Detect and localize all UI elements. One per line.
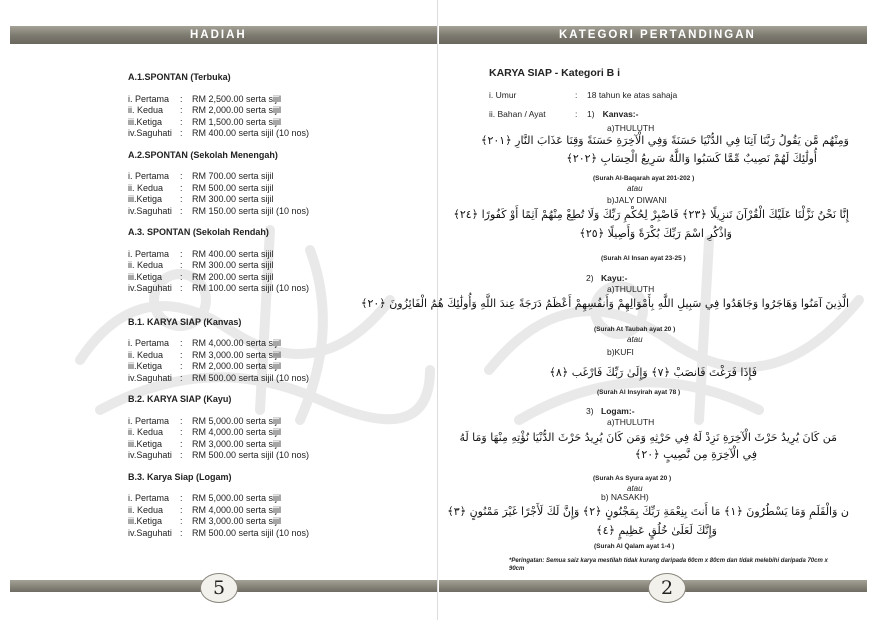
ref-insan: (Surah Al Insan ayat 23-25 ) xyxy=(601,255,686,262)
prize-row xyxy=(128,450,378,462)
prize-amount: RM 400.00 serta sijil xyxy=(192,248,274,259)
prize-list xyxy=(128,72,378,549)
verse-qalam-2: وَإِنَّكَ لَعَلَىٰ خُلُقٍ عَظِيمٍ ﴿٤﴾ xyxy=(596,524,717,537)
ref-baqarah: (Surah Al-Baqarah ayat 201-202 ) xyxy=(593,175,695,182)
colon: : xyxy=(180,450,183,460)
logam-label: Logam:- xyxy=(601,406,635,416)
colon: : xyxy=(180,283,183,293)
prize-rank: i. Pertama xyxy=(128,493,170,503)
prize-amount: RM 500.00 serta sijil xyxy=(192,182,274,193)
prize-row xyxy=(128,206,378,218)
right-page xyxy=(360,0,877,620)
prize-row xyxy=(128,272,378,284)
colon: : xyxy=(180,171,183,181)
style-jaly-diwani: b)JALY DIWANI xyxy=(607,195,667,205)
prize-amount: RM 5,000.00 serta sijil xyxy=(192,493,282,503)
prize-amount: RM 200.00 serta sijil xyxy=(192,271,274,282)
prize-section xyxy=(128,72,378,140)
section-title: B.1. KARYA SIAP (Kanvas) xyxy=(128,316,242,327)
ref-insyirah: (Surah Al Insyirah ayat 78 ) xyxy=(597,389,681,396)
kayu-number: 2) xyxy=(586,273,594,283)
right-header-title: KATEGORI PERTANDINGAN xyxy=(559,29,756,41)
prize-amount: RM 1,500.00 serta sijil xyxy=(192,116,282,127)
prize-row xyxy=(128,249,378,261)
kanvas-label: Kanvas:- xyxy=(602,109,639,119)
prize-row xyxy=(128,260,378,272)
verse-insan-2: وَاذْكُرِ اسْمَ رَبِّكَ بُكْرَةً وَأَصِيلًا ﴿٢٥﴾ xyxy=(579,227,732,240)
prize-amount: RM 500.00 serta sijil (10 nos) xyxy=(192,450,310,460)
verse-baqarah-2: أُولَٰئِكَ لَهُمْ نَصِيبٌ مِّمَّا كَسَبُوا وَاللَّهُ سَرِيعُ الْحِسَابِ ﴿٢٠٢﴾ xyxy=(566,152,817,165)
verse-baqarah-1: وَمِنْهُم مَّن يَقُولُ رَبَّنَا آتِنَا فِي الدُّنْيَا حَسَنَةً وَفِي الْآخِرَةِ حَسَنَةً وَقِنَا عَذَابَ النَّارِ ﴿٢٠١﴾ xyxy=(481,134,849,147)
umur-row xyxy=(489,90,869,102)
prize-section xyxy=(128,150,378,218)
ref-syura: (Surah As Syura ayat 20 ) xyxy=(593,475,672,482)
atau-2: atau xyxy=(627,335,643,344)
prize-row xyxy=(128,171,378,183)
verse-taubah: الَّذِينَ آمَنُوا وَهَاجَرُوا وَجَاهَدُوا فِي سَبِيلِ اللَّهِ بِأَمْوَالِهِمْ وَأَنفُسِهِمْ أَعْظَمُ دَرَجَةً عِندَ اللَّهِ وَأُولَٰئِكَ هُمُ الْفَائِزُونَ ﴿٢٠﴾ xyxy=(360,297,849,310)
prize-rank: i. Pertama xyxy=(128,248,170,259)
prize-rank: i. Pertama xyxy=(128,338,170,348)
prize-row xyxy=(128,516,378,528)
colon: : xyxy=(180,205,183,216)
atau-3: atau xyxy=(627,484,643,493)
prize-amount: RM 3,000.00 serta sijil xyxy=(192,438,282,449)
colon: : xyxy=(575,89,578,100)
prize-amount: RM 300.00 serta sijil xyxy=(192,260,274,270)
right-page-number: 2 xyxy=(648,573,686,603)
bahan-row xyxy=(489,109,869,121)
colon: : xyxy=(180,493,183,503)
colon: : xyxy=(575,109,578,119)
prize-row xyxy=(128,416,378,428)
colon: : xyxy=(180,504,183,515)
colon: : xyxy=(180,271,183,282)
colon: : xyxy=(180,415,183,426)
style-thuluth: a)THULUTH xyxy=(607,123,655,133)
prize-row xyxy=(128,528,378,540)
atau-1: atau xyxy=(627,184,643,193)
prize-section xyxy=(128,227,378,295)
prize-row xyxy=(128,350,378,362)
prize-rank: iv.Saguhati xyxy=(128,205,172,216)
prize-row xyxy=(128,427,378,439)
prize-amount: RM 300.00 serta sijil xyxy=(192,194,274,204)
ref-qalam: (Surah Al Qalam ayat 1-4 ) xyxy=(594,543,675,550)
prize-section xyxy=(128,317,378,385)
colon: : xyxy=(180,128,183,138)
prize-row xyxy=(128,493,378,505)
prize-amount: RM 100.00 serta sijil (10 nos) xyxy=(192,283,310,293)
prize-rank: iii.Ketiga xyxy=(128,516,163,526)
left-header-bar xyxy=(10,26,437,44)
right-header-bar xyxy=(439,26,867,44)
prize-rank: iii.Ketiga xyxy=(128,361,163,371)
prize-row xyxy=(128,94,378,106)
colon: : xyxy=(180,248,183,259)
prize-amount: RM 3,000.00 serta sijil xyxy=(192,516,282,526)
prize-rank: ii. Kedua xyxy=(128,349,164,360)
prize-rank: iii.Ketiga xyxy=(128,438,163,449)
prize-amount: RM 4,000.00 serta sijil xyxy=(192,504,282,515)
calligraphy-watermark-icon xyxy=(479,230,869,450)
style-nasakh: b) NASAKH) xyxy=(601,492,649,502)
prize-rank: iv.Saguhati xyxy=(128,527,172,538)
section-title: A.3. SPONTAN (Sekolah Rendah) xyxy=(128,227,269,237)
prize-amount: RM 150.00 serta sijil (10 nos) xyxy=(192,205,310,216)
prize-row xyxy=(128,338,378,350)
colon: : xyxy=(180,116,183,127)
prize-row xyxy=(128,105,378,117)
prize-row xyxy=(128,283,378,295)
section-title: A.2.SPONTAN (Sekolah Menengah) xyxy=(128,149,278,160)
prize-rank: iv.Saguhati xyxy=(128,283,172,293)
prize-rank: iv.Saguhati xyxy=(128,128,172,138)
prize-amount: RM 4,000.00 serta sijil xyxy=(192,427,282,437)
prize-rank: iv.Saguhati xyxy=(128,450,172,460)
prize-rank: iii.Ketiga xyxy=(128,194,163,204)
umur-value: 18 tahun ke atas sahaja xyxy=(587,89,678,100)
colon: : xyxy=(180,93,183,104)
prize-row xyxy=(128,439,378,451)
verse-insyirah: فَإِذَا فَرَغْتَ فَانصَبْ ﴿٧﴾ وَإِلَىٰ رَبِّكَ فَارْغَب ﴿٨﴾ xyxy=(549,366,757,379)
ref-taubah: (Surah At Taubah ayat 20 ) xyxy=(594,326,676,333)
section-title: B.3. Karya Siap (Logam) xyxy=(128,471,232,482)
left-header-title: HADIAH xyxy=(190,29,247,41)
prize-rank: ii. Kedua xyxy=(128,504,164,515)
colon: : xyxy=(180,260,183,270)
prize-rank: i. Pertama xyxy=(128,171,170,181)
verse-syura-2: فِي الْآخِرَةِ مِن نَّصِيبٍ ﴿٢٠﴾ xyxy=(634,448,757,461)
prize-amount: RM 700.00 serta sijil xyxy=(192,171,274,181)
colon: : xyxy=(180,361,183,371)
verse-syura-1: مَن كَانَ يُرِيدُ حَرْثَ الْآخِرَةِ نَزِدْ لَهُ فِي حَرْثِهِ وَمَن كَانَ يُرِيدُ حَرْثَ الدُّنْيَا نُؤْتِهِ مِنْهَا وَمَا لَهُ xyxy=(459,431,837,444)
prize-amount: RM 500.00 serta sijil (10 nos) xyxy=(192,372,310,383)
category-title: KARYA SIAP - Kategori B i xyxy=(489,67,621,79)
kayu-label: Kayu:- xyxy=(601,273,628,283)
left-page-number: 5 xyxy=(200,573,238,603)
prize-row xyxy=(128,128,378,140)
colon: : xyxy=(180,182,183,193)
kanvas-number: 1) xyxy=(587,109,595,119)
colon: : xyxy=(180,349,183,360)
prize-rank: i. Pertama xyxy=(128,93,170,104)
prize-row xyxy=(128,183,378,195)
colon: : xyxy=(180,438,183,449)
section-title: B.2. KARYA SIAP (Kayu) xyxy=(128,394,232,404)
style-thuluth-kayu: a)THULUTH xyxy=(607,284,655,294)
prize-amount: RM 3,000.00 serta sijil xyxy=(192,349,282,360)
prize-rank: ii. Kedua xyxy=(128,182,164,193)
prize-amount: RM 5,000.00 serta sijil xyxy=(192,415,282,426)
prize-rank: ii. Kedua xyxy=(128,105,164,115)
prize-amount: RM 2,000.00 serta sijil xyxy=(192,105,282,115)
prize-rank: iv.Saguhati xyxy=(128,372,172,383)
prize-rank: iii.Ketiga xyxy=(128,271,163,282)
colon: : xyxy=(180,372,183,383)
category-details xyxy=(489,68,869,129)
prize-rank: ii. Kedua xyxy=(128,427,164,437)
prize-row xyxy=(128,117,378,129)
verse-insan-1: إِنَّا نَحْنُ نَزَّلْنَا عَلَيْكَ الْقُرْآنَ تَنزِيلًا ﴿٢٣﴾ فَاصْبِرْ لِحُكْمِ رَبِّكَ وَلَا تُطِعْ مِنْهُمْ آثِمًا أَوْ كَفُورًا ﴿٢٤﴾ xyxy=(453,208,849,221)
prize-amount: RM 2,500.00 serta sijil xyxy=(192,93,282,104)
umur-label: i. Umur xyxy=(489,89,517,100)
prize-amount: RM 4,000.00 serta sijil xyxy=(192,338,282,348)
style-kufi: b)KUFI xyxy=(607,347,634,357)
prize-amount: RM 500.00 serta sijil (10 nos) xyxy=(192,527,310,538)
left-page xyxy=(0,0,438,620)
colon: : xyxy=(180,338,183,348)
prize-rank: i. Pertama xyxy=(128,415,170,426)
colon: : xyxy=(180,516,183,526)
prize-rank: iii.Ketiga xyxy=(128,116,163,127)
prize-rank: ii. Kedua xyxy=(128,260,164,270)
colon: : xyxy=(180,427,183,437)
verse-qalam-1: ن وَالْقَلَمِ وَمَا يَسْطُرُونَ ﴿١﴾ مَا أَنتَ بِنِعْمَةِ رَبِّكَ بِمَجْنُونٍ ﴿٢﴾ وَإِنَّ لَكَ لَأَجْرًا غَيْرَ مَمْنُونٍ ﴿٣﴾ xyxy=(447,505,849,518)
prize-row xyxy=(128,373,378,385)
prize-row xyxy=(128,505,378,517)
prize-amount: RM 2,000.00 serta sijil xyxy=(192,361,282,371)
bahan-label: ii. Bahan / Ayat xyxy=(489,109,546,119)
colon: : xyxy=(180,194,183,204)
colon: : xyxy=(180,105,183,115)
prize-row xyxy=(128,194,378,206)
size-warning-note: *Peringatan: Semua saiz karya mestilah tidak kurang daripada 60cm x 80cm dan tidak melebihi daripada 70cm x 90cm xyxy=(509,558,828,572)
section-title: A.1.SPONTAN (Terbuka) xyxy=(128,72,231,82)
prize-section xyxy=(128,394,378,462)
logam-number: 3) xyxy=(586,406,594,416)
prize-amount: RM 400.00 serta sijil (10 nos) xyxy=(192,128,310,138)
colon: : xyxy=(180,527,183,538)
prize-row xyxy=(128,361,378,373)
prize-section xyxy=(128,472,378,540)
style-thuluth-logam: a)THULUTH xyxy=(607,417,655,427)
